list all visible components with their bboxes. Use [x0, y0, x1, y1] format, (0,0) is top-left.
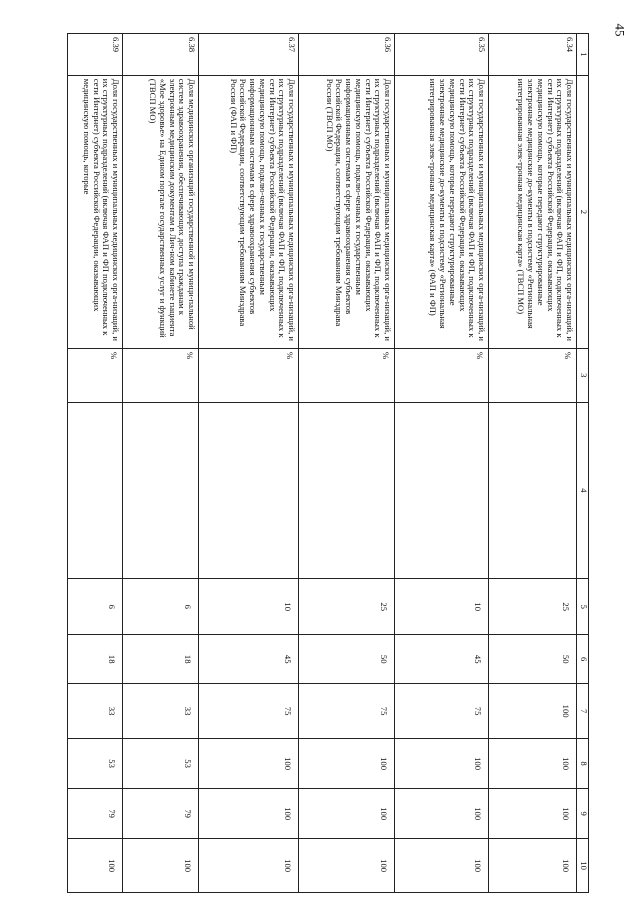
row-col-5: 6	[68, 579, 123, 635]
row-col-9: 79	[68, 789, 123, 839]
table-row	[489, 34, 577, 893]
row-col-8: 100	[395, 739, 489, 789]
row-id: 6.34	[489, 34, 577, 76]
header-cell-9: 9	[577, 789, 589, 839]
row-col-10: 100	[68, 839, 123, 893]
row-unit: %	[299, 348, 395, 402]
row-col-9: 100	[299, 789, 395, 839]
row-col-9: 100	[395, 789, 489, 839]
row-col-6: 18	[68, 635, 123, 684]
row-col-4	[489, 402, 577, 579]
header-cell-1: 1	[577, 34, 589, 76]
header-row	[577, 34, 589, 893]
table-row	[199, 34, 299, 893]
table-row	[299, 34, 395, 893]
row-text: Доля медицинских организаций государственной и муници-пальной систем здравоохранения, обеспечивающих доступа гражданам к электронным медицинским документам в Лич-ном кабинете пациента «Мое здоровье» на Едином портале государственных услуг и функций (ТВСП МО)	[123, 75, 199, 348]
row-unit: %	[123, 348, 199, 402]
row-id: 6.36	[299, 34, 395, 76]
row-col-5: 6	[123, 579, 199, 635]
row-col-6: 45	[395, 635, 489, 684]
row-id: 6.37	[199, 34, 299, 76]
row-col-7: 33	[123, 684, 199, 739]
row-text: Доля государственных и муниципальных медицинских орга-низаций, и их структурных подразделений (включая ФАП и ФП, подключенных к сети Интернет) субъекта Российской Федерации, оказывающих медицинскую помощь, подклю-ченных к государственным информационным системам в сфере здравоохранения субъектов Российской Федерации, соответствующим требованиям Минздрава России (ФАП и ФП)	[199, 75, 299, 348]
row-col-7: 100	[489, 684, 577, 739]
row-text: Доля государственных и муниципальных медицинских орга-низаций, и их структурных подразделений (включая ФАП и ФП, подключенных к сети Интернет) субъекта Российской Федерации, оказывающих медицинскую помощь, которые передают структурированные электронные медицинские до-кументы в подсистему «Региональная интегрированная элек-тронная медицинская карта» (ТВСП МО)	[489, 75, 577, 348]
row-col-10: 100	[395, 839, 489, 893]
header-cell-7: 7	[577, 684, 589, 739]
rotated-table-wrapper	[69, 33, 589, 893]
header-cell-2: 2	[577, 75, 589, 348]
header-cell-8: 8	[577, 739, 589, 789]
header-cell-10: 10	[577, 839, 589, 893]
row-col-7: 75	[199, 684, 299, 739]
row-unit: %	[68, 348, 123, 402]
row-text: Доля государственных и муниципальных медицинских орга-низаций, и их структурных подразделений (включая ФАП и ФП, подключенных к сети Интернет) субъекта Российской Федерации, оказывающих медицинскую помощь, которые передают структурированные электронные медицинские до-кументы в подсистему «Региональная интегрированная элек-тронная медицинская карта» (ФАП и ФП)	[395, 75, 489, 348]
header-cell-5: 5	[577, 579, 589, 635]
row-col-5: 25	[299, 579, 395, 635]
page-number: 45	[612, 23, 628, 37]
row-col-7: 75	[395, 684, 489, 739]
row-col-4	[395, 402, 489, 579]
row-id: 6.39	[68, 34, 123, 76]
row-col-4	[68, 402, 123, 579]
row-col-7: 75	[299, 684, 395, 739]
row-col-4	[199, 402, 299, 579]
row-col-8: 100	[199, 739, 299, 789]
row-col-4	[299, 402, 395, 579]
row-unit: %	[199, 348, 299, 402]
row-col-5: 10	[199, 579, 299, 635]
table-row	[123, 34, 199, 893]
row-col-10: 100	[199, 839, 299, 893]
header-cell-4: 4	[577, 402, 589, 579]
row-col-8: 53	[123, 739, 199, 789]
table-row	[395, 34, 489, 893]
header-cell-3: 3	[577, 348, 589, 402]
row-col-6: 50	[489, 635, 577, 684]
row-col-6: 45	[199, 635, 299, 684]
row-id: 6.38	[123, 34, 199, 76]
row-col-8: 100	[489, 739, 577, 789]
row-col-10: 100	[299, 839, 395, 893]
row-col-9: 100	[489, 789, 577, 839]
row-col-6: 50	[299, 635, 395, 684]
row-text: Доля государственных и муниципальных медицинских орга-низаций, и их структурных подразделений (включая ФАП и ФП, подключенных к сети Интернет) субъекта Российской Федерации, оказывающих медицинскую помощь, подклю-ченных к государственным информационным системам в сфере здравоохранения субъектов Российской Федерации, соответствующим требованиям Минздрава России (ТВСП МО)	[299, 75, 395, 348]
row-col-8: 100	[299, 739, 395, 789]
row-col-9: 79	[123, 789, 199, 839]
header-cell-6: 6	[577, 635, 589, 684]
row-id: 6.35	[395, 34, 489, 76]
row-unit: %	[395, 348, 489, 402]
row-col-6: 18	[123, 635, 199, 684]
row-col-4	[123, 402, 199, 579]
indicators-table	[67, 33, 589, 893]
row-unit: %	[489, 348, 577, 402]
row-col-9: 100	[199, 789, 299, 839]
row-col-5: 25	[489, 579, 577, 635]
row-col-7: 33	[68, 684, 123, 739]
table-row	[68, 34, 123, 893]
row-text: Доля государственных и муниципальных медицинских орга-низаций, и их структурных подразделений (включая ФАП и ФП подключенных к сети Интернет) субъекта Российской Федерации, оказывающих медицинскую помощь, которые	[68, 75, 123, 348]
row-col-10: 100	[123, 839, 199, 893]
row-col-8: 53	[68, 739, 123, 789]
row-col-5: 10	[395, 579, 489, 635]
row-col-10: 100	[489, 839, 577, 893]
